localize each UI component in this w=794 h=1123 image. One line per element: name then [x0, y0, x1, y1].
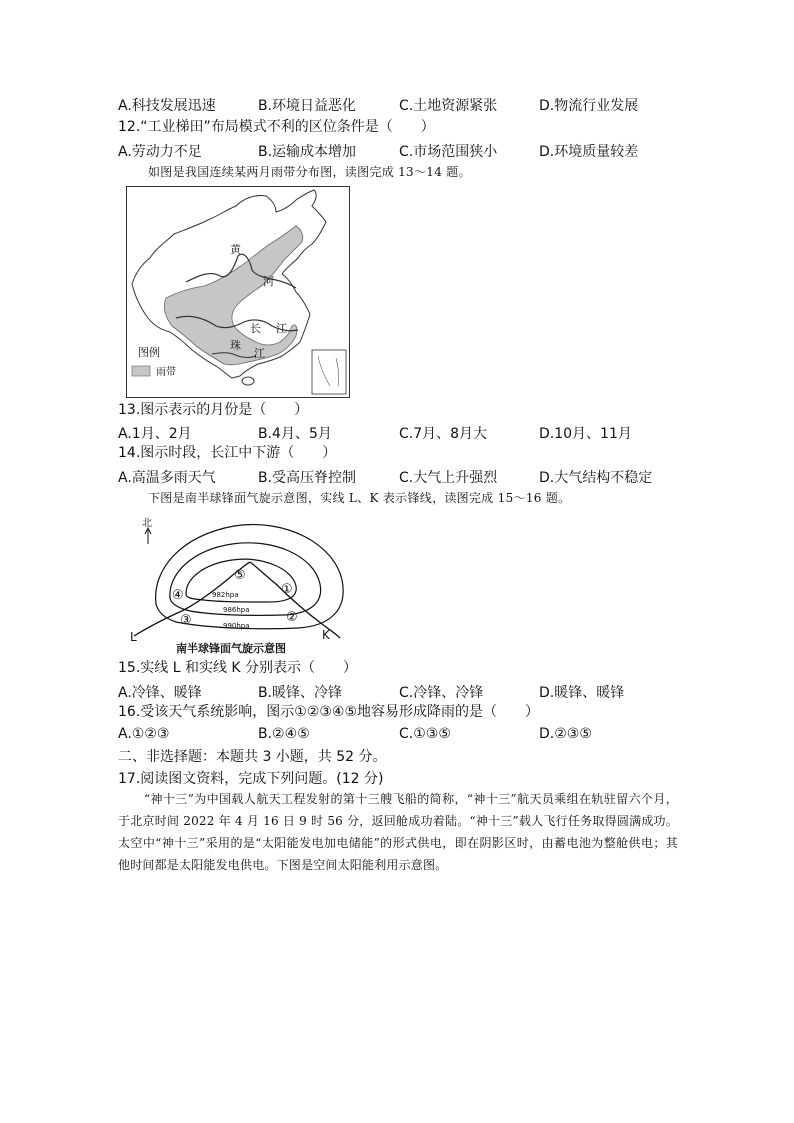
q12-stem: 12.“工业梯田”布局模式不利的区位条件是（ ）	[118, 119, 435, 135]
q16-options	[118, 726, 678, 744]
q16-option-b[interactable]: B.②④⑤	[258, 726, 310, 742]
q13-option-d[interactable]: D.10月、11月	[539, 426, 632, 442]
q11-option-c[interactable]: C.土地资源紧张	[399, 98, 498, 114]
hainan-island	[242, 377, 254, 385]
q16-option-a[interactable]: A.①②③	[118, 726, 170, 742]
q12-option-c[interactable]: C.市场范围狭小	[399, 144, 498, 160]
q11-option-b[interactable]: B.环境日益恶化	[258, 98, 357, 114]
q11-option-d[interactable]: D.物流行业发展	[539, 98, 639, 114]
map-label-chang: 长	[250, 322, 261, 335]
intro-15-16: 下图是南半球锋面气旋示意图，实线 L、K 表示锋线，读图完成 15～16 题。	[148, 491, 571, 505]
intro-13-14: 如图是我国连续某两月雨带分布图，读图完成 13～14 题。	[148, 165, 471, 179]
q15-options	[118, 682, 678, 700]
rainband-map	[126, 186, 350, 398]
q16-option-c[interactable]: C.①③⑤	[399, 726, 451, 742]
q14-option-c[interactable]: C.大气上升强烈	[399, 470, 498, 486]
isobar-label-986: 986hpa	[223, 606, 250, 614]
legend-title: 图例	[138, 346, 160, 359]
q13-option-a[interactable]: A.1月、2月	[118, 426, 192, 442]
q12-option-d[interactable]: D.环境质量较差	[539, 144, 639, 160]
north-label: 北	[142, 518, 152, 529]
q11-options	[118, 95, 678, 113]
q13-option-c[interactable]: C.7月、8月大	[399, 426, 488, 442]
q15-option-c[interactable]: C.冷锋、冷锋	[399, 685, 484, 701]
point-5: ⑤	[234, 568, 246, 583]
legend-label: 雨带	[156, 367, 176, 378]
line-label-k: K	[322, 628, 330, 642]
map-label-jiang: 江	[276, 322, 287, 335]
q13-option-b[interactable]: B.4月、5月	[258, 426, 332, 442]
front-line-k	[250, 562, 340, 638]
q12-option-b[interactable]: B.运输成本增加	[258, 144, 357, 160]
q15-stem: 15.实线 L 和实线 K 分别表示（ ）	[118, 660, 358, 676]
section-2-heading: 二、非选择题：本题共 3 小题，共 52 分。	[118, 749, 387, 765]
point-3: ③	[180, 613, 192, 628]
q15-option-d[interactable]: D.暖锋、暖锋	[539, 685, 625, 701]
q14-option-b[interactable]: B.受高压脊控制	[258, 470, 357, 486]
south-sea-inset	[312, 350, 346, 394]
q17-stem: 17.阅读图文资料，完成下列问题。(12 分)	[118, 771, 384, 787]
map-label-huang: 黄	[230, 243, 241, 256]
q13-stem: 13.图示表示的月份是（ ）	[118, 402, 309, 418]
map-label-he: 河	[263, 275, 274, 288]
q12-options	[118, 141, 678, 159]
q15-option-b[interactable]: B.暖锋、冷锋	[258, 685, 343, 701]
q11-option-a[interactable]: A.科技发展迅速	[118, 98, 216, 114]
q14-stem: 14.图示时段，长江中下游（ ）	[118, 445, 337, 461]
isobar-label-982: 982hpa	[212, 591, 239, 599]
line-label-l: L	[130, 630, 137, 644]
isobar-label-990: 990hpa	[223, 622, 250, 630]
q15-option-a[interactable]: A.冷锋、暖锋	[118, 685, 202, 701]
q16-option-d[interactable]: D.②③⑤	[539, 726, 592, 742]
point-1: ①	[281, 582, 293, 597]
q12-option-a[interactable]: A.劳动力不足	[118, 144, 202, 160]
q14-options	[118, 467, 678, 485]
cyclone-diagram	[126, 514, 356, 656]
cyclone-caption: 南半球锋面气旋示意图	[176, 642, 286, 655]
point-2: ②	[286, 610, 298, 625]
point-4: ④	[172, 588, 184, 603]
q13-options	[118, 423, 678, 441]
q14-option-a[interactable]: A.高温多雨天气	[118, 470, 216, 486]
q16-stem: 16.受该天气系统影响，图示①②③④⑤地容易形成降雨的是（ ）	[118, 704, 540, 720]
map-label-zhu: 珠	[230, 339, 241, 352]
legend-swatch	[132, 366, 150, 376]
map-label-jiang-2: 江	[254, 347, 265, 360]
q17-passage: “神十三”为中国载人航天工程发射的第十三艘飞船的简称，“神十三”航天员乘组在轨驻留六个月，于北京时间 2022 年 4 月 16 日 9 时 56 分，返回舱成功着陆。“神十三”载人飞行任务取得圆满成功。太空中“神十三”采用的是“太阳能发电加电储能”的形式供电，即在阴影区时，由蓄电池为整舱供电；其他时间都是太阳能发电供电。下图是空间太阳能利用示意图。	[118, 792, 678, 872]
q14-option-d[interactable]: D.大气结构不稳定	[539, 470, 653, 486]
